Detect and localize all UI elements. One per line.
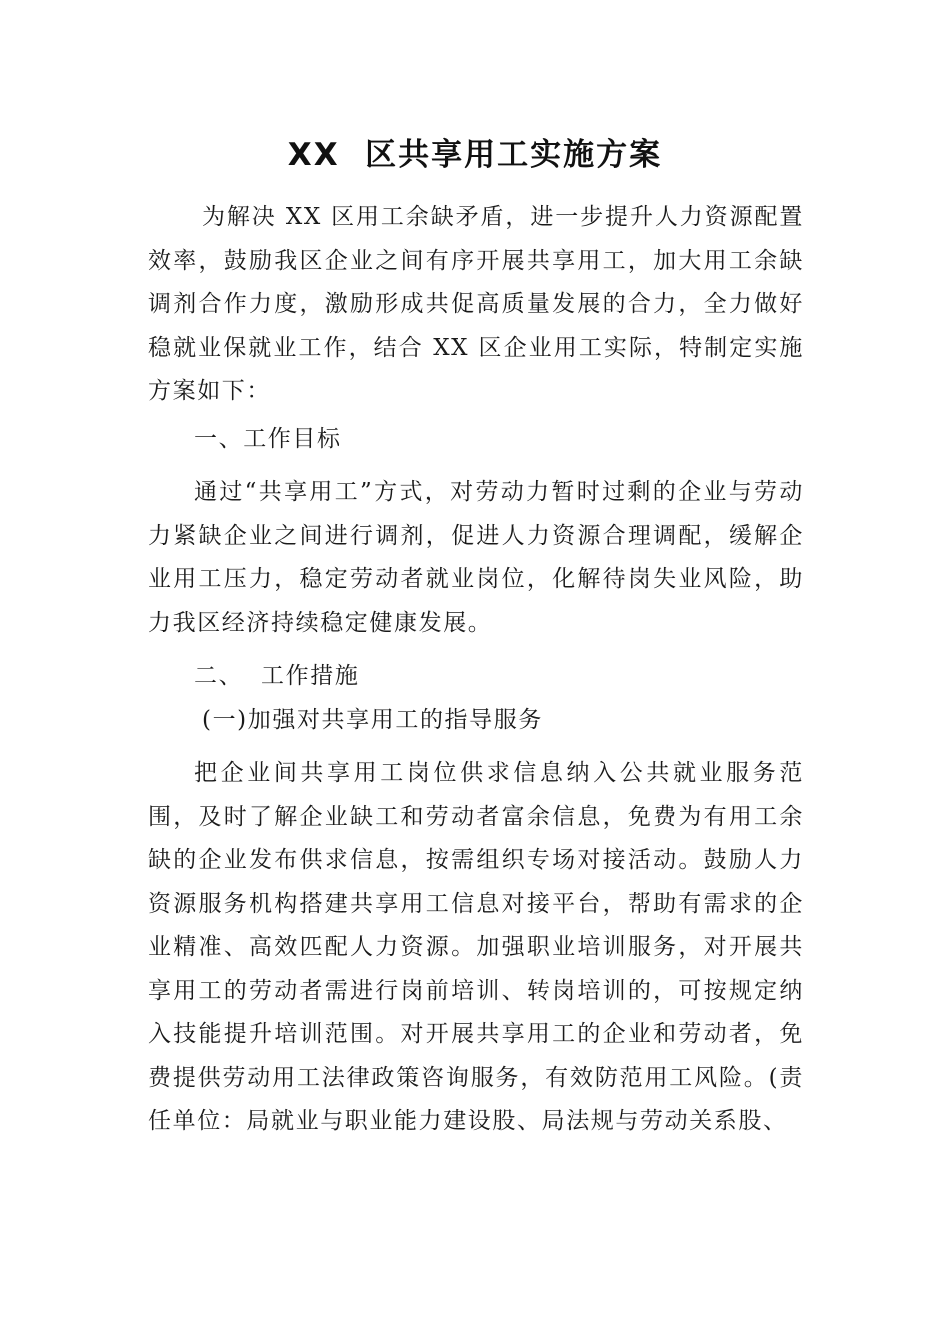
section-heading-goals: 一、工作目标 (194, 425, 342, 452)
guidance-paragraph: 把企业间共享用工岗位供求信息纳入公共就业服务范围，及时了解企业缺工和劳动者富余信息，免费为有用工余缺的企业发布供求信息，按需组织专场对接活动。鼓励人力资源服务机构搭建共享用工信息对接平台，帮助有需求的企业精准、高效匹配人力资源。加强职业培训服务，对开展共享用工的劳动者需进行岗前培训、转岗培训的，可按规定纳入技能提升培训范围。对开展共享用工的企业和劳动者，免费提供劳动用工法律政策咨询服务，有效防范用工风险。(责任单位：局就业与职业能力建设股、局法规与劳动关系股、 (148, 760, 804, 1134)
goals-paragraph: 通过“共享用工”方式，对劳动力暂时过剩的企业与劳动力紧缺企业之间进行调剂，促进人力资源合理调配，缓解企业用工压力，稳定劳动者就业岗位，化解待岗失业风险，助力我区经济持续稳定健康发展。 (148, 479, 804, 636)
document-title: XX 区共享用工实施方案 (287, 137, 663, 173)
document-body (148, 196, 804, 1144)
section-heading-measures: 二、 工作措施 (194, 663, 360, 689)
subsection-heading-guidance: (一)加强对共享用工的指导服务 (202, 706, 543, 733)
intro-paragraph: 为解决 XX 区用工余缺矛盾，进一步提升人力资源配置效率，鼓励我区企业之间有序开展共享用工，加大用工余缺调剂合作力度，激励形成共促高质量发展的合力，全力做好稳就业保就业工作，结合 XX 区企业用工实际，特制定实施方案如下： (148, 204, 804, 404)
